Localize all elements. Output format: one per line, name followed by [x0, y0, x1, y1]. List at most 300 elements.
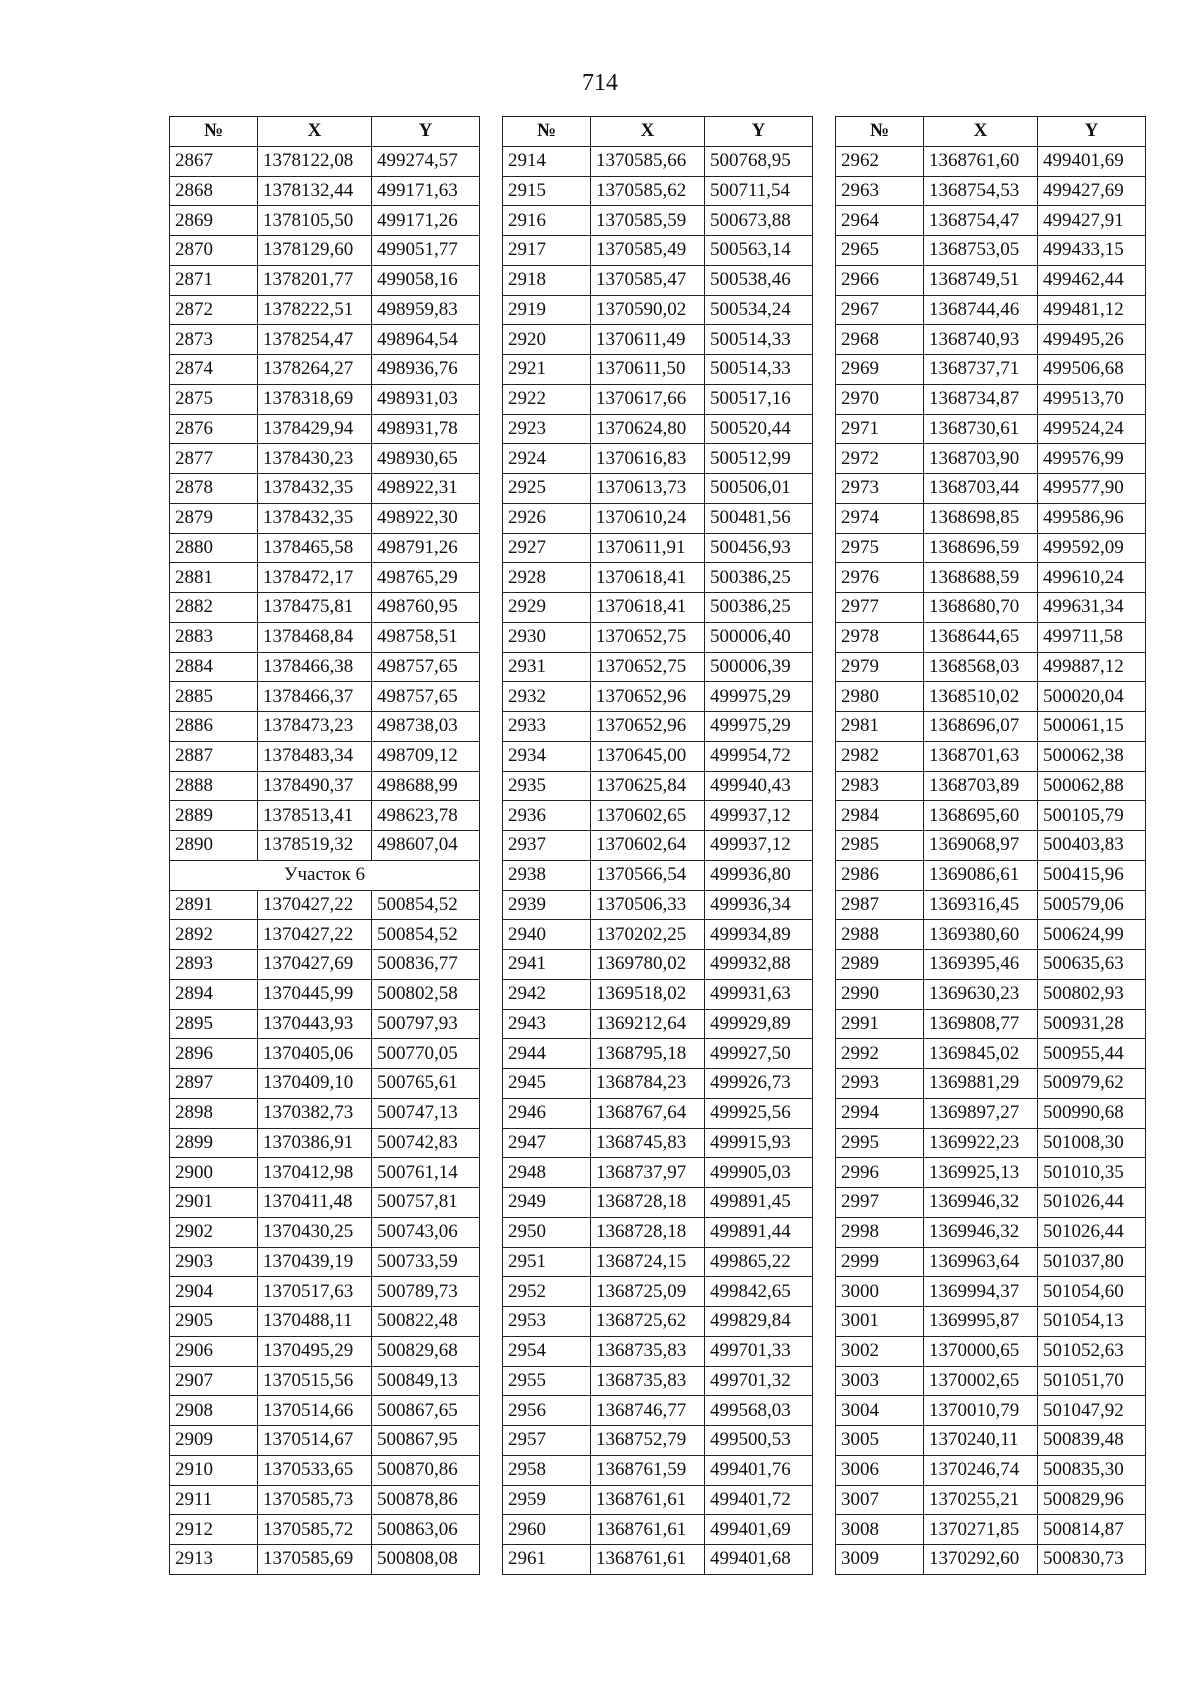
y-coordinate-cell: 500456,93: [705, 533, 813, 563]
table-row: [170, 712, 480, 742]
point-number-cell: 2900: [170, 1158, 258, 1188]
point-number-cell: 2872: [170, 295, 258, 325]
table-row: [836, 1515, 1146, 1545]
x-coordinate-cell: 1368761,60: [924, 146, 1038, 176]
table-row: [503, 712, 813, 742]
table-row: [170, 1426, 480, 1456]
y-coordinate-cell: 500789,73: [372, 1277, 480, 1307]
x-coordinate-cell: 1370427,69: [258, 950, 372, 980]
y-coordinate-cell: 499433,15: [1038, 236, 1146, 266]
x-coordinate-cell: 1368696,59: [924, 533, 1038, 563]
y-coordinate-cell: 500006,39: [705, 652, 813, 682]
point-number-cell: 2923: [503, 414, 591, 444]
point-number-cell: 2908: [170, 1396, 258, 1426]
y-coordinate-cell: 499401,68: [705, 1545, 813, 1575]
point-number-cell: 2898: [170, 1098, 258, 1128]
point-number-cell: 2892: [170, 920, 258, 950]
table-row: [503, 1247, 813, 1277]
coordinates-table-1: [169, 116, 480, 1575]
x-coordinate-cell: 1370652,75: [591, 652, 705, 682]
y-coordinate-cell: 499975,29: [705, 682, 813, 712]
x-coordinate-cell: 1370618,41: [591, 593, 705, 623]
x-coordinate-cell: 1370610,24: [591, 503, 705, 533]
x-coordinate-cell: 1370652,96: [591, 682, 705, 712]
x-coordinate-cell: 1370585,69: [258, 1545, 372, 1575]
y-coordinate-cell: 499171,26: [372, 206, 480, 236]
x-coordinate-cell: 1370488,11: [258, 1307, 372, 1337]
y-coordinate-cell: 500520,44: [705, 414, 813, 444]
x-coordinate-cell: 1368761,61: [591, 1515, 705, 1545]
x-coordinate-cell: 1370602,65: [591, 801, 705, 831]
point-number-cell: 2987: [836, 890, 924, 920]
point-number-cell: 2920: [503, 325, 591, 355]
point-number-cell: 2984: [836, 801, 924, 831]
point-number-cell: 2881: [170, 563, 258, 593]
table-row: [503, 503, 813, 533]
point-number-cell: 2974: [836, 503, 924, 533]
table-row: [170, 1396, 480, 1426]
x-coordinate-cell: 1369994,37: [924, 1277, 1038, 1307]
y-coordinate-cell: 499905,03: [705, 1158, 813, 1188]
x-coordinate-cell: 1370652,96: [591, 712, 705, 742]
x-coordinate-cell: 1370382,73: [258, 1098, 372, 1128]
y-coordinate-cell: 499932,88: [705, 950, 813, 980]
x-coordinate-cell: 1370255,21: [924, 1485, 1038, 1515]
table-row: [170, 920, 480, 950]
table-row: [836, 146, 1146, 176]
point-number-cell: 2897: [170, 1069, 258, 1099]
x-coordinate-cell: 1370585,47: [591, 265, 705, 295]
table-row: [170, 1158, 480, 1188]
x-coordinate-cell: 1369995,87: [924, 1307, 1038, 1337]
point-number-cell: 2971: [836, 414, 924, 444]
point-number-cell: 2996: [836, 1158, 924, 1188]
x-coordinate-cell: 1370617,66: [591, 384, 705, 414]
point-number-cell: 2954: [503, 1336, 591, 1366]
x-coordinate-cell: 1368749,51: [924, 265, 1038, 295]
table-row: [836, 741, 1146, 771]
point-number-cell: 2962: [836, 146, 924, 176]
point-number-cell: 2919: [503, 295, 591, 325]
y-coordinate-cell: 500955,44: [1038, 1039, 1146, 1069]
table-row: [836, 1396, 1146, 1426]
x-coordinate-cell: 1378468,84: [258, 622, 372, 652]
x-coordinate-cell: 1370386,91: [258, 1128, 372, 1158]
y-coordinate-cell: 499701,32: [705, 1366, 813, 1396]
point-number-cell: 2913: [170, 1545, 258, 1575]
y-coordinate-cell: 500517,16: [705, 384, 813, 414]
point-number-cell: 2941: [503, 950, 591, 980]
table-row: [503, 206, 813, 236]
table-row: [503, 1307, 813, 1337]
table-row: [836, 920, 1146, 950]
x-coordinate-cell: 1370625,84: [591, 771, 705, 801]
table-row: [503, 1128, 813, 1158]
y-coordinate-cell: 499975,29: [705, 712, 813, 742]
point-number-cell: 2912: [170, 1515, 258, 1545]
table-row: [170, 414, 480, 444]
y-coordinate-cell: 499925,56: [705, 1098, 813, 1128]
x-coordinate-cell: 1369808,77: [924, 1009, 1038, 1039]
x-coordinate-cell: 1369630,23: [924, 979, 1038, 1009]
point-number-cell: 2916: [503, 206, 591, 236]
table-row: [836, 206, 1146, 236]
table-row: [503, 950, 813, 980]
header-number: №: [503, 117, 591, 147]
x-coordinate-cell: 1368734,87: [924, 384, 1038, 414]
point-number-cell: 2909: [170, 1426, 258, 1456]
y-coordinate-cell: 500835,30: [1038, 1455, 1146, 1485]
x-coordinate-cell: 1368761,59: [591, 1455, 705, 1485]
point-number-cell: 2873: [170, 325, 258, 355]
y-coordinate-cell: 498931,78: [372, 414, 480, 444]
point-number-cell: 2982: [836, 741, 924, 771]
table-row: [836, 712, 1146, 742]
y-coordinate-cell: 499934,89: [705, 920, 813, 950]
point-number-cell: 2981: [836, 712, 924, 742]
y-coordinate-cell: 500563,14: [705, 236, 813, 266]
x-coordinate-cell: 1370409,10: [258, 1069, 372, 1099]
x-coordinate-cell: 1368761,61: [591, 1485, 705, 1515]
table-row: [503, 1009, 813, 1039]
point-number-cell: 2875: [170, 384, 258, 414]
y-coordinate-cell: 500020,04: [1038, 682, 1146, 712]
point-number-cell: 2922: [503, 384, 591, 414]
y-coordinate-cell: 500481,56: [705, 503, 813, 533]
y-coordinate-cell: 499711,58: [1038, 622, 1146, 652]
x-coordinate-cell: 1370602,64: [591, 831, 705, 861]
x-coordinate-cell: 1368698,85: [924, 503, 1038, 533]
table-row: [170, 682, 480, 712]
y-coordinate-cell: 498765,29: [372, 563, 480, 593]
table-row: [503, 1396, 813, 1426]
point-number-cell: 2935: [503, 771, 591, 801]
y-coordinate-cell: 500757,81: [372, 1188, 480, 1218]
point-number-cell: 2871: [170, 265, 258, 295]
table-row: [170, 741, 480, 771]
y-coordinate-cell: 499701,33: [705, 1336, 813, 1366]
x-coordinate-cell: 1370624,80: [591, 414, 705, 444]
table-row: [836, 563, 1146, 593]
table-row: [836, 355, 1146, 385]
y-coordinate-cell: 499586,96: [1038, 503, 1146, 533]
y-coordinate-cell: 500743,06: [372, 1217, 480, 1247]
point-number-cell: 2937: [503, 831, 591, 861]
table-row: [503, 1217, 813, 1247]
point-number-cell: 2951: [503, 1247, 591, 1277]
x-coordinate-cell: 1369380,60: [924, 920, 1038, 950]
table-row: [836, 860, 1146, 890]
x-coordinate-cell: 1370611,49: [591, 325, 705, 355]
point-number-cell: 2896: [170, 1039, 258, 1069]
table-row: [170, 652, 480, 682]
y-coordinate-cell: 499631,34: [1038, 593, 1146, 623]
table-row: [503, 920, 813, 950]
x-coordinate-cell: 1370405,06: [258, 1039, 372, 1069]
point-number-cell: 2906: [170, 1336, 258, 1366]
x-coordinate-cell: 1378472,17: [258, 563, 372, 593]
x-coordinate-cell: 1369897,27: [924, 1098, 1038, 1128]
y-coordinate-cell: 498922,31: [372, 474, 480, 504]
point-number-cell: 2964: [836, 206, 924, 236]
point-number-cell: 2895: [170, 1009, 258, 1039]
y-coordinate-cell: 498959,83: [372, 295, 480, 325]
y-coordinate-cell: 500814,87: [1038, 1515, 1146, 1545]
x-coordinate-cell: 1368703,89: [924, 771, 1038, 801]
table-row: [170, 533, 480, 563]
point-number-cell: 3007: [836, 1485, 924, 1515]
x-coordinate-cell: 1370411,48: [258, 1188, 372, 1218]
table-row: [503, 979, 813, 1009]
table-row: [503, 444, 813, 474]
x-coordinate-cell: 1370427,22: [258, 920, 372, 950]
x-coordinate-cell: 1369922,23: [924, 1128, 1038, 1158]
y-coordinate-cell: 499954,72: [705, 741, 813, 771]
point-number-cell: 2969: [836, 355, 924, 385]
y-coordinate-cell: 499865,22: [705, 1247, 813, 1277]
point-number-cell: 2991: [836, 1009, 924, 1039]
point-number-cell: 2963: [836, 176, 924, 206]
table-row: [836, 1158, 1146, 1188]
point-number-cell: 3003: [836, 1366, 924, 1396]
y-coordinate-cell: 501008,30: [1038, 1128, 1146, 1158]
table-row: [503, 265, 813, 295]
point-number-cell: 2931: [503, 652, 591, 682]
point-number-cell: 2983: [836, 771, 924, 801]
table-row: [503, 355, 813, 385]
table-row: [503, 1426, 813, 1456]
point-number-cell: 2980: [836, 682, 924, 712]
point-number-cell: 2880: [170, 533, 258, 563]
x-coordinate-cell: 1370590,02: [591, 295, 705, 325]
y-coordinate-cell: 498964,54: [372, 325, 480, 355]
table-row: [170, 1455, 480, 1485]
point-number-cell: 2993: [836, 1069, 924, 1099]
y-coordinate-cell: 499940,43: [705, 771, 813, 801]
table-row: [170, 1545, 480, 1575]
point-number-cell: 3009: [836, 1545, 924, 1575]
x-coordinate-cell: 1370445,99: [258, 979, 372, 1009]
point-number-cell: 2879: [170, 503, 258, 533]
point-number-cell: 2903: [170, 1247, 258, 1277]
x-coordinate-cell: 1370412,98: [258, 1158, 372, 1188]
x-coordinate-cell: 1369946,32: [924, 1188, 1038, 1218]
point-number-cell: 2989: [836, 950, 924, 980]
x-coordinate-cell: 1370430,25: [258, 1217, 372, 1247]
point-number-cell: 2925: [503, 474, 591, 504]
x-coordinate-cell: 1370515,56: [258, 1366, 372, 1396]
y-coordinate-cell: 500839,48: [1038, 1426, 1146, 1456]
y-coordinate-cell: 499915,93: [705, 1128, 813, 1158]
point-number-cell: 2899: [170, 1128, 258, 1158]
x-coordinate-cell: 1378466,37: [258, 682, 372, 712]
table-row: [836, 1039, 1146, 1069]
y-coordinate-cell: 499462,44: [1038, 265, 1146, 295]
table-row: [836, 533, 1146, 563]
x-coordinate-cell: 1370618,41: [591, 563, 705, 593]
table-row: [836, 890, 1146, 920]
x-coordinate-cell: 1378473,23: [258, 712, 372, 742]
y-coordinate-cell: 498930,65: [372, 444, 480, 474]
point-number-cell: 2904: [170, 1277, 258, 1307]
x-coordinate-cell: 1369068,97: [924, 831, 1038, 861]
x-coordinate-cell: 1368703,90: [924, 444, 1038, 474]
y-coordinate-cell: 499401,69: [705, 1515, 813, 1545]
table-row: [503, 860, 813, 890]
y-coordinate-cell: 500635,63: [1038, 950, 1146, 980]
y-coordinate-cell: 500386,25: [705, 563, 813, 593]
x-coordinate-cell: 1370585,49: [591, 236, 705, 266]
header-number: №: [170, 117, 258, 147]
point-number-cell: 2948: [503, 1158, 591, 1188]
x-coordinate-cell: 1378122,08: [258, 146, 372, 176]
x-coordinate-cell: 1370517,63: [258, 1277, 372, 1307]
table-row: [503, 295, 813, 325]
table-row: [836, 176, 1146, 206]
table-row: [170, 801, 480, 831]
y-coordinate-cell: 498607,04: [372, 831, 480, 861]
table-row: [836, 265, 1146, 295]
x-coordinate-cell: 1370271,85: [924, 1515, 1038, 1545]
y-coordinate-cell: 500711,54: [705, 176, 813, 206]
point-number-cell: 2882: [170, 593, 258, 623]
y-coordinate-cell: 500808,08: [372, 1545, 480, 1575]
y-coordinate-cell: 499937,12: [705, 801, 813, 831]
x-coordinate-cell: 1368510,02: [924, 682, 1038, 712]
y-coordinate-cell: 500768,95: [705, 146, 813, 176]
y-coordinate-cell: 501054,60: [1038, 1277, 1146, 1307]
y-coordinate-cell: 500742,83: [372, 1128, 480, 1158]
x-coordinate-cell: 1370202,25: [591, 920, 705, 950]
point-number-cell: 2902: [170, 1217, 258, 1247]
y-coordinate-cell: 500802,58: [372, 979, 480, 1009]
table-row: [836, 1277, 1146, 1307]
table-row: [170, 1277, 480, 1307]
point-number-cell: 2977: [836, 593, 924, 623]
point-number-cell: 2878: [170, 474, 258, 504]
point-number-cell: 2949: [503, 1188, 591, 1218]
y-coordinate-cell: 498757,65: [372, 682, 480, 712]
point-number-cell: 2911: [170, 1485, 258, 1515]
y-coordinate-cell: 498709,12: [372, 741, 480, 771]
coordinates-table-2: [502, 116, 813, 1575]
point-number-cell: 2965: [836, 236, 924, 266]
table-row: [836, 295, 1146, 325]
table-row: [503, 1188, 813, 1218]
y-coordinate-cell: 500867,65: [372, 1396, 480, 1426]
point-number-cell: 2918: [503, 265, 591, 295]
table-row: [836, 474, 1146, 504]
table-row: [836, 622, 1146, 652]
x-coordinate-cell: 1370292,60: [924, 1545, 1038, 1575]
point-number-cell: 2999: [836, 1247, 924, 1277]
table-row: [170, 1009, 480, 1039]
y-coordinate-cell: 499506,68: [1038, 355, 1146, 385]
y-coordinate-cell: 500765,61: [372, 1069, 480, 1099]
y-coordinate-cell: 499513,70: [1038, 384, 1146, 414]
point-number-cell: 2942: [503, 979, 591, 1009]
x-coordinate-cell: 1378318,69: [258, 384, 372, 414]
table-row: [503, 801, 813, 831]
x-coordinate-cell: 1368724,15: [591, 1247, 705, 1277]
y-coordinate-cell: 499524,24: [1038, 414, 1146, 444]
y-coordinate-cell: 499936,34: [705, 890, 813, 920]
x-coordinate-cell: 1368701,63: [924, 741, 1038, 771]
table-row: [503, 652, 813, 682]
table-row: [836, 1217, 1146, 1247]
x-coordinate-cell: 1368695,60: [924, 801, 1038, 831]
table-row: [836, 503, 1146, 533]
y-coordinate-cell: 500514,33: [705, 325, 813, 355]
table-row: [170, 1188, 480, 1218]
table-row: [836, 950, 1146, 980]
point-number-cell: 2917: [503, 236, 591, 266]
table-row: [170, 1039, 480, 1069]
table-row: [170, 265, 480, 295]
y-coordinate-cell: 499427,91: [1038, 206, 1146, 236]
x-coordinate-cell: 1369946,32: [924, 1217, 1038, 1247]
table-row: [503, 1545, 813, 1575]
table-row: [503, 1277, 813, 1307]
y-coordinate-cell: 500836,77: [372, 950, 480, 980]
point-number-cell: 2910: [170, 1455, 258, 1485]
table-row: [836, 1188, 1146, 1218]
point-number-cell: 2869: [170, 206, 258, 236]
x-coordinate-cell: 1368703,44: [924, 474, 1038, 504]
table-row: [170, 1098, 480, 1128]
table-row: [503, 890, 813, 920]
point-number-cell: 2972: [836, 444, 924, 474]
table-row: [170, 1307, 480, 1337]
x-coordinate-cell: 1368737,71: [924, 355, 1038, 385]
x-coordinate-cell: 1378519,32: [258, 831, 372, 861]
y-coordinate-cell: 499495,26: [1038, 325, 1146, 355]
x-coordinate-cell: 1368746,77: [591, 1396, 705, 1426]
x-coordinate-cell: 1378222,51: [258, 295, 372, 325]
y-coordinate-cell: 499927,50: [705, 1039, 813, 1069]
table-row: [503, 533, 813, 563]
point-number-cell: 2995: [836, 1128, 924, 1158]
point-number-cell: 2961: [503, 1545, 591, 1575]
y-coordinate-cell: 500512,99: [705, 444, 813, 474]
point-number-cell: 2958: [503, 1455, 591, 1485]
x-coordinate-cell: 1368737,97: [591, 1158, 705, 1188]
y-coordinate-cell: 500061,15: [1038, 712, 1146, 742]
table-row: [836, 593, 1146, 623]
y-coordinate-cell: 500797,93: [372, 1009, 480, 1039]
table-row: [836, 1009, 1146, 1039]
x-coordinate-cell: 1370566,54: [591, 860, 705, 890]
x-coordinate-cell: 1370514,67: [258, 1426, 372, 1456]
point-number-cell: 2939: [503, 890, 591, 920]
table-row: [170, 593, 480, 623]
point-number-cell: 2883: [170, 622, 258, 652]
point-number-cell: 2976: [836, 563, 924, 593]
table-row: [503, 146, 813, 176]
x-coordinate-cell: 1370585,72: [258, 1515, 372, 1545]
point-number-cell: 2956: [503, 1396, 591, 1426]
y-coordinate-cell: 499481,12: [1038, 295, 1146, 325]
table-row: [170, 146, 480, 176]
point-number-cell: 2921: [503, 355, 591, 385]
table-row: [836, 236, 1146, 266]
table-header-row: [503, 117, 813, 147]
x-coordinate-cell: 1368761,61: [591, 1545, 705, 1575]
point-number-cell: 2885: [170, 682, 258, 712]
x-coordinate-cell: 1370585,66: [591, 146, 705, 176]
x-coordinate-cell: 1378264,27: [258, 355, 372, 385]
x-coordinate-cell: 1370585,62: [591, 176, 705, 206]
